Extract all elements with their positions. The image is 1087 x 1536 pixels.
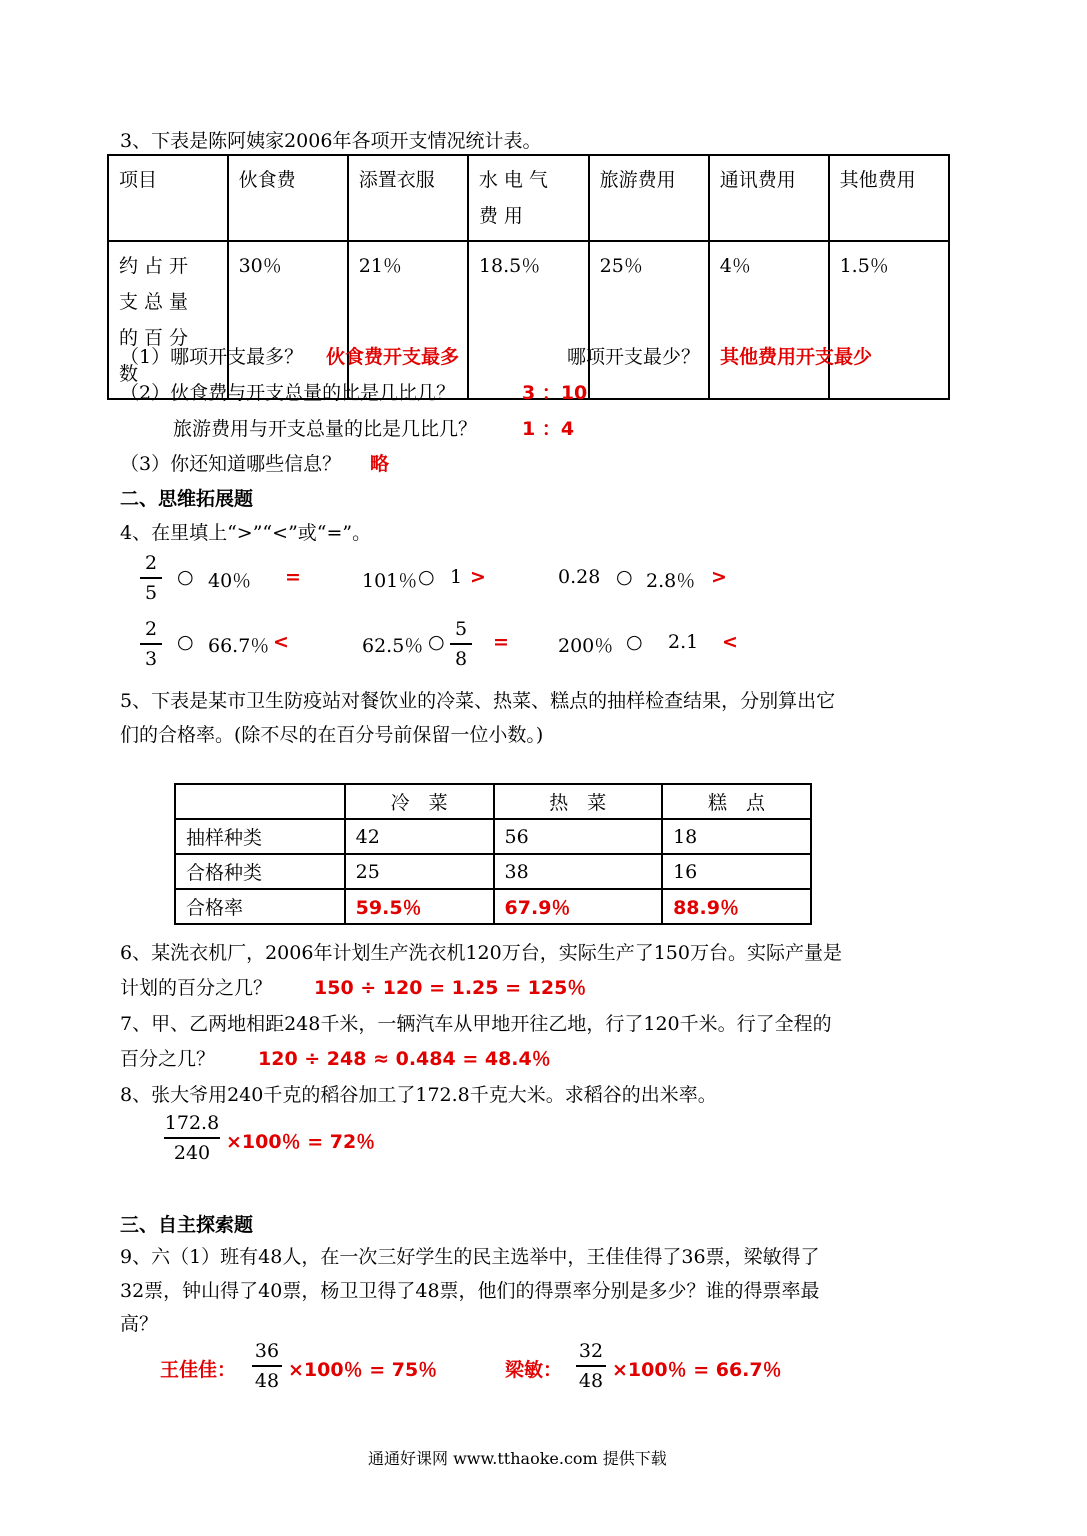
table-cell: 1.5％ [829,241,949,399]
q4-answer: > [711,566,727,588]
q3-sub3-question: （3）你还知道哪些信息？ [120,453,342,475]
q4-circle: ○ [177,631,194,653]
table-header-cell: 热 菜 [494,784,663,819]
section-heading: 三、自主探索题 [120,1214,254,1236]
table-header-cell: 项目 [108,155,228,241]
section-heading: 二、思维拓展题 [120,488,254,510]
table-row-label: 合格率 [175,889,345,924]
q3-sub1-answer: 伙食费开支最多 [326,346,460,368]
q9-name: 王佳佳： [160,1359,237,1381]
q3-sub1b-answer: 其他费用开支最少 [720,346,873,368]
q3-sub2b-question: 旅游费用与开支总量的比是几比几？ [173,418,478,440]
q8-fraction: 172.8 240 [164,1112,220,1164]
q3-sub1b-question: 哪项开支最少？ [567,346,701,368]
table-header-cell: 通讯费用 [709,155,829,241]
table-cell: 42 [345,819,494,854]
q4-fraction: 2 3 [140,616,162,672]
q3-sub2b-answer: 1 ：4 [522,418,575,440]
table-header-cell: 其他费用 [829,155,949,241]
q3-title: 3、下表是陈阿姨家2006年各项开支情况统计表。 [120,130,542,152]
q4-value: 1 [450,566,463,588]
q4-answer: = [493,631,509,653]
q4-fraction: 5 8 [450,616,472,672]
q8-answer: ×100％ = 72％ [226,1131,376,1153]
table-cell: 56 [494,819,663,854]
table-header-cell: 添置衣服 [348,155,468,241]
q3-sub3-answer: 略 [370,453,390,475]
table-cell: 38 [494,854,663,889]
q9-fraction: 32 48 [576,1338,606,1394]
table-header-cell: 冷 菜 [345,784,494,819]
q4-fraction: 2 5 [140,550,162,606]
table-header-cell [175,784,345,819]
table-cell: 88.9％ [662,889,811,924]
q8-text: 8、张大爷用240千克的稻谷加工了172.8千克大米。求稻谷的出米率。 [120,1084,717,1106]
table-cell: 25％ [589,241,709,399]
q4-value: 2.8％ [646,570,696,592]
q4-circle: ○ [616,566,633,588]
q4-value: 0.28 [558,566,601,588]
table-cell: 21％ [348,241,468,399]
q4-circle: ○ [428,631,445,653]
table-row-label: 约占开支总量的百分数 [108,241,228,399]
table-cell: 16 [662,854,811,889]
q9-fraction: 36 48 [252,1338,282,1394]
table-header-cell: 旅游费用 [589,155,709,241]
q4-answer: < [722,631,738,653]
table-cell: 30％ [228,241,348,399]
table-cell: 18 [662,819,811,854]
table-cell: 67.9％ [494,889,663,924]
table-cell: 18.5％ [468,241,589,399]
q4-circle: ○ [418,566,435,588]
q4-value: 101％ [362,570,418,592]
q5-title: 们的合格率。(除不尽的在百分号前保留一位小数。) [120,724,544,746]
q5-title: 5、下表是某市卫生防疫站对餐饮业的冷菜、热菜、糕点的抽样检查结果，分别算出它 [120,690,836,712]
table-header-cell: 糕 点 [662,784,811,819]
table-header-cell: 水电气费用 [468,155,589,241]
q4-circle: ○ [626,631,643,653]
q9-text: 32票，钟山得了40票，杨卫卫得了48票，他们的得票率分别是多少？谁的得票率最 [120,1280,820,1302]
q6-text: 6、某洗衣机厂，2006年计划生产洗衣机120万台，实际生产了150万台。实际产量是 [120,942,842,964]
table-row-label: 抽样种类 [175,819,345,854]
table-cell: 59.5％ [345,889,494,924]
q7-answer: 120 ÷ 248 ≈ 0.484 = 48.4％ [258,1048,551,1070]
q3-sub1-question: （1）哪项开支最多？ [120,346,304,368]
q9-name: 梁敏： [505,1359,563,1381]
footer-text: 通通好课网 www.tthaoke.com 提供下载 [368,1449,667,1468]
q4-value: 40％ [208,570,252,592]
q4-value: 62.5％ [362,635,424,657]
q4-answer: < [273,631,289,653]
table-row-label: 合格种类 [175,854,345,889]
table-cell: 25 [345,854,494,889]
table-header-cell: 伙食费 [228,155,348,241]
table-cell: 4％ [709,241,829,399]
q4-value: 200％ [558,635,614,657]
q9-text: 9、六（1）班有48人，在一次三好学生的民主选举中，王佳佳得了36票，梁敏得了 [120,1246,820,1268]
q7-text: 7、甲、乙两地相距248千米，一辆汽车从甲地开往乙地，行了120千米。行了全程的 [120,1013,832,1035]
q9-answer: ×100％ = 66.7％ [612,1359,782,1381]
q6-answer: 150 ÷ 120 = 1.25 = 125％ [314,977,587,999]
q3-sub2-question: （2）伙食费与开支总量的比是几比几？ [120,382,456,404]
q4-answer: = [285,566,301,588]
q3-sub2-answer: 3 ：10 [522,382,588,404]
q4-title: 4、在里填上“>”“<”或“=”。 [120,522,372,544]
q4-value: 2.1 [668,631,699,653]
q7-text: 百分之几？ [120,1048,216,1070]
q6-text: 计划的百分之几？ [120,977,273,999]
q4-circle: ○ [177,566,194,588]
q9-text: 高？ [120,1313,159,1335]
q9-answer: ×100％ = 75％ [288,1359,438,1381]
inspection-table [174,783,812,925]
q4-value: 66.7％ [208,635,270,657]
q4-answer: > [470,566,486,588]
